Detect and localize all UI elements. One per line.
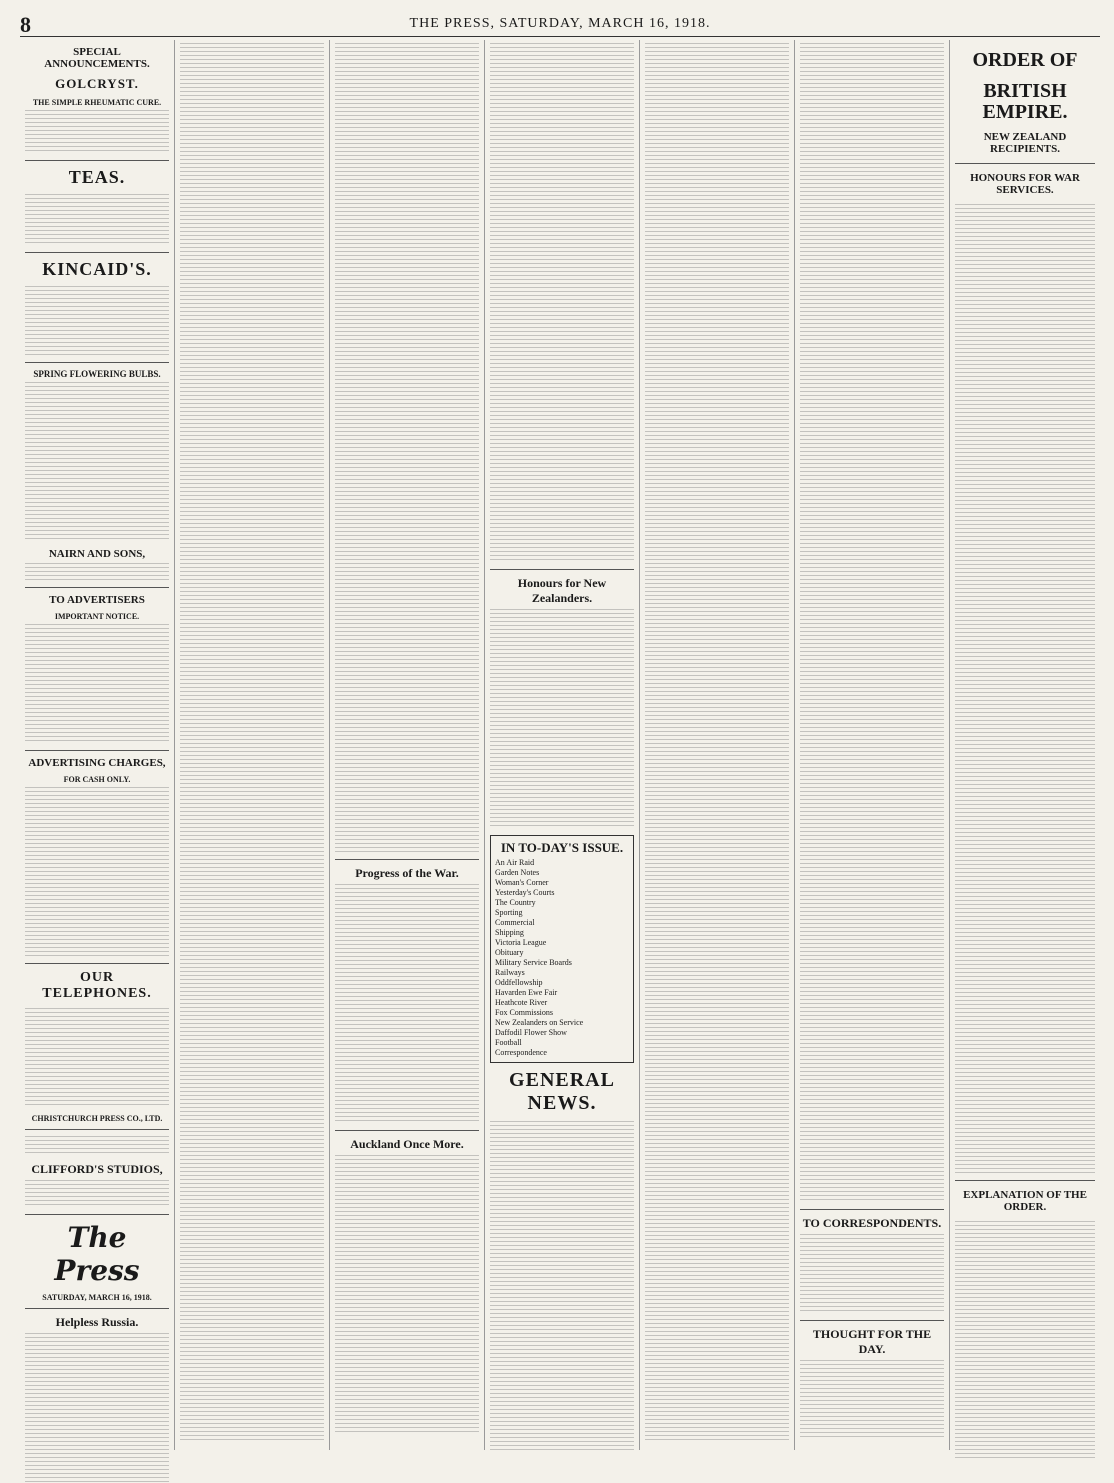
index-item-label: Yesterday's Courts: [495, 888, 555, 897]
index-row: [495, 908, 629, 918]
index-row: [495, 938, 629, 948]
order-title-line-2: BRITISH EMPIRE.: [982, 80, 1068, 123]
index-row: [495, 888, 629, 898]
press-date: SATURDAY, MARCH 16, 1918.: [42, 1293, 152, 1302]
kincaids-heading: KINCAID'S.: [42, 259, 152, 279]
text-block: [25, 563, 169, 581]
teas-heading: TEAS.: [68, 167, 126, 187]
index-item-label: Railways: [495, 968, 525, 977]
column-1: [20, 40, 175, 1450]
newspaper-page: [20, 10, 1100, 1450]
index-row: [495, 948, 629, 958]
advertising-charges-heading: ADVERTISING CHARGES,: [28, 757, 166, 769]
text-block: [335, 1155, 479, 1435]
honours-heading: Honours for New Zealanders.: [517, 576, 607, 605]
index-row: [495, 868, 629, 878]
index-row: [495, 1048, 629, 1058]
special-announcements-heading: SPECIAL ANNOUNCEMENTS.: [44, 46, 150, 70]
cliffords-heading: CLIFFORD'S STUDIOS,: [31, 1162, 163, 1176]
text-block: [25, 1136, 169, 1156]
important-notice-heading: IMPORTANT NOTICE.: [54, 612, 140, 621]
index-row: [495, 1028, 629, 1038]
press-co-line: CHRISTCHURCH PRESS CO., LTD.: [31, 1114, 163, 1123]
column-2: [175, 40, 330, 1450]
index-item-label: Fox Commissions: [495, 1008, 554, 1017]
index-list: [495, 858, 629, 1058]
press-logo: The Press: [54, 1221, 140, 1287]
index-row: [495, 998, 629, 1008]
text-block: [25, 1008, 169, 1108]
index-item-label: Military Service Boards: [495, 958, 572, 967]
text-block: [955, 1221, 1095, 1461]
index-item-label: Oddfellowship: [495, 978, 543, 987]
text-block: [25, 194, 169, 246]
cash-only-heading: FOR CASH ONLY.: [63, 775, 131, 784]
order-title-line-1: ORDER OF: [972, 49, 1078, 71]
text-block: [25, 110, 169, 154]
nz-recipients-heading: NEW ZEALAND RECIPIENTS.: [983, 131, 1067, 155]
text-block: [25, 1333, 169, 1483]
index-title: IN TO-DAY'S ISSUE.: [500, 840, 624, 855]
index-item-label: Garden Notes: [495, 868, 540, 877]
index-item-label: New Zealanders on Service: [495, 1018, 584, 1027]
index-item-label: Victoria League: [495, 938, 547, 947]
index-item-label: Correspondence: [495, 1048, 547, 1057]
text-block: [25, 382, 169, 542]
text-block: [490, 43, 634, 563]
index-item-label: Daffodil Flower Show: [495, 1028, 567, 1037]
text-block: [955, 204, 1095, 1174]
index-item-label: Shipping: [495, 928, 524, 937]
progress-war-heading: Progress of the War.: [355, 866, 459, 880]
text-block: [800, 1234, 944, 1314]
text-block: [25, 787, 169, 957]
column-6: [795, 40, 950, 1450]
text-block: [180, 43, 324, 1443]
page-number: 8: [20, 12, 31, 37]
spring-bulbs-heading: SPRING FLOWERING BULBS.: [33, 369, 161, 379]
index-row: [495, 878, 629, 888]
index-row: [495, 978, 629, 988]
index-item-label: Havarden Ewe Fair: [495, 988, 558, 997]
index-item-label: Commercial: [495, 918, 535, 927]
masthead-title: THE PRESS, SATURDAY, MARCH 16, 1918.: [409, 16, 711, 31]
index-item-label: Football: [495, 1038, 522, 1047]
index-row: [495, 928, 629, 938]
telephones-heading: OUR TELEPHONES.: [42, 970, 152, 1001]
index-row: [495, 968, 629, 978]
index-item-label: Sporting: [495, 908, 523, 917]
column-5: [640, 40, 795, 1450]
masthead: [20, 10, 1100, 37]
text-block: [335, 884, 479, 1124]
text-block: [645, 43, 789, 1443]
text-block: [490, 1121, 634, 1451]
index-row: [495, 1018, 629, 1028]
index-row: [495, 958, 629, 968]
auckland-heading: Auckland Once More.: [350, 1137, 464, 1151]
text-block: [25, 286, 169, 356]
helpless-russia-heading: Helpless Russia.: [55, 1315, 139, 1329]
index-row: [495, 858, 629, 868]
column-3: [330, 40, 485, 1450]
index-box: [490, 835, 634, 1063]
index-row: [495, 1008, 629, 1018]
general-news-heading: GENERAL NEWS.: [509, 1069, 615, 1114]
column-7: [950, 40, 1100, 1450]
index-row: [495, 918, 629, 928]
index-item-label: Heathcote River: [495, 998, 548, 1007]
honours-war-heading: HONOURS FOR WAR SERVICES.: [970, 172, 1080, 196]
golcryst-heading: GOLCRYST.: [55, 76, 139, 91]
index-item-label: An Air Raid: [495, 858, 535, 867]
text-block: [800, 43, 944, 1203]
text-block: [800, 1360, 944, 1440]
column-4: [485, 40, 640, 1450]
explanation-heading: EXPLANATION OF THE ORDER.: [963, 1189, 1087, 1213]
index-item-label: Obituary: [495, 948, 524, 957]
text-block: [335, 43, 479, 853]
to-advertisers-heading: TO ADVERTISERS: [49, 594, 145, 606]
text-block: [25, 1180, 169, 1208]
index-row: [495, 898, 629, 908]
index-item-label: Woman's Corner: [495, 878, 549, 887]
golcryst-subheading: THE SIMPLE RHEUMATIC CURE.: [32, 98, 162, 107]
index-item-label: The Country: [495, 898, 536, 907]
text-block: [490, 609, 634, 829]
columns: [20, 40, 1100, 1450]
thought-heading: THOUGHT FOR THE DAY.: [812, 1327, 932, 1356]
nairn-heading: NAIRN AND SONS,: [48, 548, 146, 560]
index-row: [495, 1038, 629, 1048]
index-row: [495, 988, 629, 998]
correspondents-heading: TO CORRESPONDENTS.: [802, 1216, 942, 1230]
text-block: [25, 624, 169, 744]
